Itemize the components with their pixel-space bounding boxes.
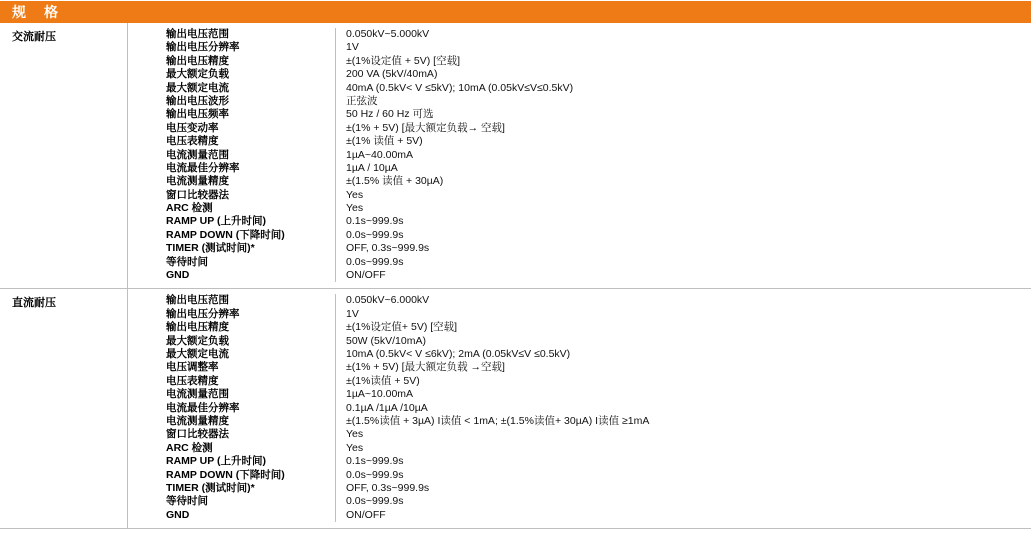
table-row bbox=[128, 135, 1031, 148]
table-row bbox=[128, 402, 1031, 415]
spec-parameter-name: 电压调整率 bbox=[166, 361, 219, 374]
spec-parameter-value: 1µA / 10µA bbox=[346, 161, 398, 174]
table-row bbox=[128, 388, 1031, 401]
spec-parameter-value: 0.0s~999.9s bbox=[346, 495, 404, 508]
table-row bbox=[128, 229, 1031, 242]
spec-parameter-name: 电流测量精度 bbox=[166, 175, 229, 188]
spec-parameter-value: 40mA (0.5kV< V ≤5kV); 10mA (0.05kV≤V≤0.5kV) bbox=[346, 81, 574, 94]
spec-parameter-name: 最大额定电流 bbox=[166, 81, 229, 94]
spec-parameter-value: 0.0s~999.9s bbox=[346, 468, 404, 481]
spec-parameter-name: ARC 检测 bbox=[166, 441, 213, 454]
spec-category-label: 直流耐压 bbox=[0, 289, 128, 528]
table-row bbox=[128, 361, 1031, 374]
spec-parameter-value: ±(1% + 5V) [最大额定负载→ 空载] bbox=[346, 121, 505, 134]
spec-parameter-value: 1µA~40.00mA bbox=[346, 148, 414, 161]
spec-parameter-value: ON/OFF bbox=[346, 269, 386, 282]
table-row bbox=[128, 348, 1031, 361]
table-row bbox=[128, 175, 1031, 188]
table-row bbox=[128, 442, 1031, 455]
table-row bbox=[128, 162, 1031, 175]
spec-parameter-value: 50W (5kV/10mA) bbox=[346, 334, 426, 347]
spec-parameter-value: OFF, 0.3s~999.9s bbox=[346, 242, 430, 255]
spec-section bbox=[0, 23, 1031, 289]
spec-parameter-name: 电压变动率 bbox=[166, 121, 219, 134]
spec-parameter-name: ARC 检测 bbox=[166, 202, 213, 215]
table-row bbox=[128, 41, 1031, 54]
spec-sections bbox=[0, 23, 1031, 529]
spec-parameter-value: ±(1.5%读值 + 3µA) I读值 < 1mA; ±(1.5%读值+ 30µA) I读值 ≥1mA bbox=[346, 414, 650, 427]
spec-parameter-name: 电流测量精度 bbox=[166, 414, 229, 427]
table-row bbox=[128, 189, 1031, 202]
spec-parameter-value: 0.050kV~5.000kV bbox=[346, 28, 430, 40]
spec-parameter-name: 最大额定负载 bbox=[166, 68, 229, 81]
spec-parameter-name: GND bbox=[166, 269, 190, 282]
spec-parameter-name: 电流测量范围 bbox=[166, 388, 229, 401]
spec-parameter-name: 等待时间 bbox=[166, 495, 208, 508]
spec-parameter-name: 窗口比较器法 bbox=[166, 428, 229, 441]
spec-parameter-value: Yes bbox=[346, 202, 364, 215]
table-row bbox=[128, 256, 1031, 269]
spec-parameter-value: 0.0s~999.9s bbox=[346, 228, 404, 241]
spec-parameter-name: RAMP DOWN (下降时间) bbox=[166, 228, 285, 241]
spec-parameter-value: 0.0s~999.9s bbox=[346, 255, 404, 268]
table-row bbox=[128, 321, 1031, 334]
spec-parameter-name: 电流测量范围 bbox=[166, 148, 229, 161]
spec-parameter-name: 输出电压精度 bbox=[166, 321, 229, 334]
spec-parameter-name: 输出电压分辨率 bbox=[166, 41, 240, 54]
spec-parameter-value: ON/OFF bbox=[346, 508, 386, 521]
table-row bbox=[128, 455, 1031, 468]
spec-parameter-name: GND bbox=[166, 508, 190, 521]
spec-parameter-value: 0.050kV~6.000kV bbox=[346, 294, 430, 307]
spec-parameter-name: 最大额定负载 bbox=[166, 334, 229, 347]
spec-parameter-value: 0.1s~999.9s bbox=[346, 215, 404, 228]
spec-parameter-name: TIMER (测试时间)* bbox=[166, 481, 255, 494]
table-row bbox=[128, 428, 1031, 441]
spec-parameter-name: 输出电压分辨率 bbox=[166, 307, 240, 320]
page-title: 规 格 bbox=[12, 4, 60, 20]
table-row bbox=[128, 202, 1031, 215]
table-row bbox=[128, 68, 1031, 81]
spec-parameter-value: ±(1.5% 读值 + 30µA) bbox=[346, 175, 444, 188]
spec-parameter-value: 200 VA (5kV/40mA) bbox=[346, 68, 438, 81]
spec-parameter-value: ±(1%设定值+ 5V) [空载] bbox=[346, 321, 458, 334]
spec-parameter-name: 输出电压频率 bbox=[166, 108, 229, 121]
table-row bbox=[128, 82, 1031, 95]
spec-parameter-value: Yes bbox=[346, 441, 364, 454]
spec-parameter-name: RAMP UP (上升时间) bbox=[166, 455, 266, 468]
spec-parameter-value: 10mA (0.5kV< V ≤6kV); 2mA (0.05kV≤V ≤0.5kV) bbox=[346, 347, 571, 360]
table-row bbox=[128, 375, 1031, 388]
spec-parameter-name: 电压表精度 bbox=[166, 135, 219, 148]
spec-parameter-value: ±(1% + 5V) [最大额定负载 →空载] bbox=[346, 361, 505, 374]
spec-parameter-name: 输出电压精度 bbox=[166, 54, 229, 67]
spec-parameter-name: 最大额定电流 bbox=[166, 347, 229, 360]
spec-parameter-name: 电流最佳分辨率 bbox=[166, 161, 240, 174]
table-row bbox=[128, 215, 1031, 228]
spec-parameter-value: ±(1%读值 + 5V) bbox=[346, 374, 420, 387]
table-row bbox=[128, 55, 1031, 68]
table-row bbox=[128, 308, 1031, 321]
spec-parameter-value: Yes bbox=[346, 188, 364, 201]
table-row bbox=[128, 95, 1031, 108]
table-row bbox=[128, 415, 1031, 428]
spec-category-label: 交流耐压 bbox=[0, 23, 128, 288]
table-row bbox=[128, 269, 1031, 282]
spec-parameter-name: RAMP UP (上升时间) bbox=[166, 215, 266, 228]
spec-parameter-value: 0.1µA /1µA /10µA bbox=[346, 401, 428, 414]
spec-parameter-name: 输出电压范围 bbox=[166, 28, 229, 40]
spec-row-group bbox=[128, 23, 1031, 288]
spec-parameter-name: 窗口比较器法 bbox=[166, 188, 229, 201]
table-row bbox=[128, 28, 1031, 41]
table-row bbox=[128, 108, 1031, 121]
spec-parameter-name: 输出电压波形 bbox=[166, 94, 229, 107]
table-row bbox=[128, 149, 1031, 162]
spec-parameter-value: 1V bbox=[346, 307, 359, 320]
spec-parameter-name: 电流最佳分辨率 bbox=[166, 401, 240, 414]
spec-parameter-value: 50 Hz / 60 Hz 可选 bbox=[346, 108, 434, 121]
spec-parameter-value: 正弦波 bbox=[346, 94, 378, 107]
table-row bbox=[128, 335, 1031, 348]
spec-section-inner bbox=[0, 289, 1031, 528]
table-row bbox=[128, 482, 1031, 495]
table-row bbox=[128, 122, 1031, 135]
spec-parameter-name: 电压表精度 bbox=[166, 374, 219, 387]
spec-parameter-value: 1µA~10.00mA bbox=[346, 388, 414, 401]
spec-parameter-name: 输出电压范围 bbox=[166, 294, 229, 307]
spec-parameter-name: 等待时间 bbox=[166, 255, 208, 268]
section-header-bar bbox=[0, 0, 1031, 23]
table-row bbox=[128, 509, 1031, 522]
spec-section bbox=[0, 289, 1031, 529]
table-row bbox=[128, 294, 1031, 307]
spec-parameter-value: OFF, 0.3s~999.9s bbox=[346, 481, 430, 494]
table-row bbox=[128, 495, 1031, 508]
spec-parameter-value: ±(1% 读值 + 5V) bbox=[346, 135, 423, 148]
spec-parameter-value: 1V bbox=[346, 41, 359, 54]
table-row bbox=[128, 242, 1031, 255]
spec-parameter-name: RAMP DOWN (下降时间) bbox=[166, 468, 285, 481]
spec-row-group bbox=[128, 289, 1031, 528]
spec-parameter-name: TIMER (测试时间)* bbox=[166, 242, 255, 255]
spec-section-inner bbox=[0, 23, 1031, 288]
table-row bbox=[128, 469, 1031, 482]
spec-parameter-value: Yes bbox=[346, 428, 364, 441]
spec-parameter-value: ±(1%设定值 + 5V) [空载] bbox=[346, 54, 460, 67]
spec-parameter-value: 0.1s~999.9s bbox=[346, 455, 404, 468]
